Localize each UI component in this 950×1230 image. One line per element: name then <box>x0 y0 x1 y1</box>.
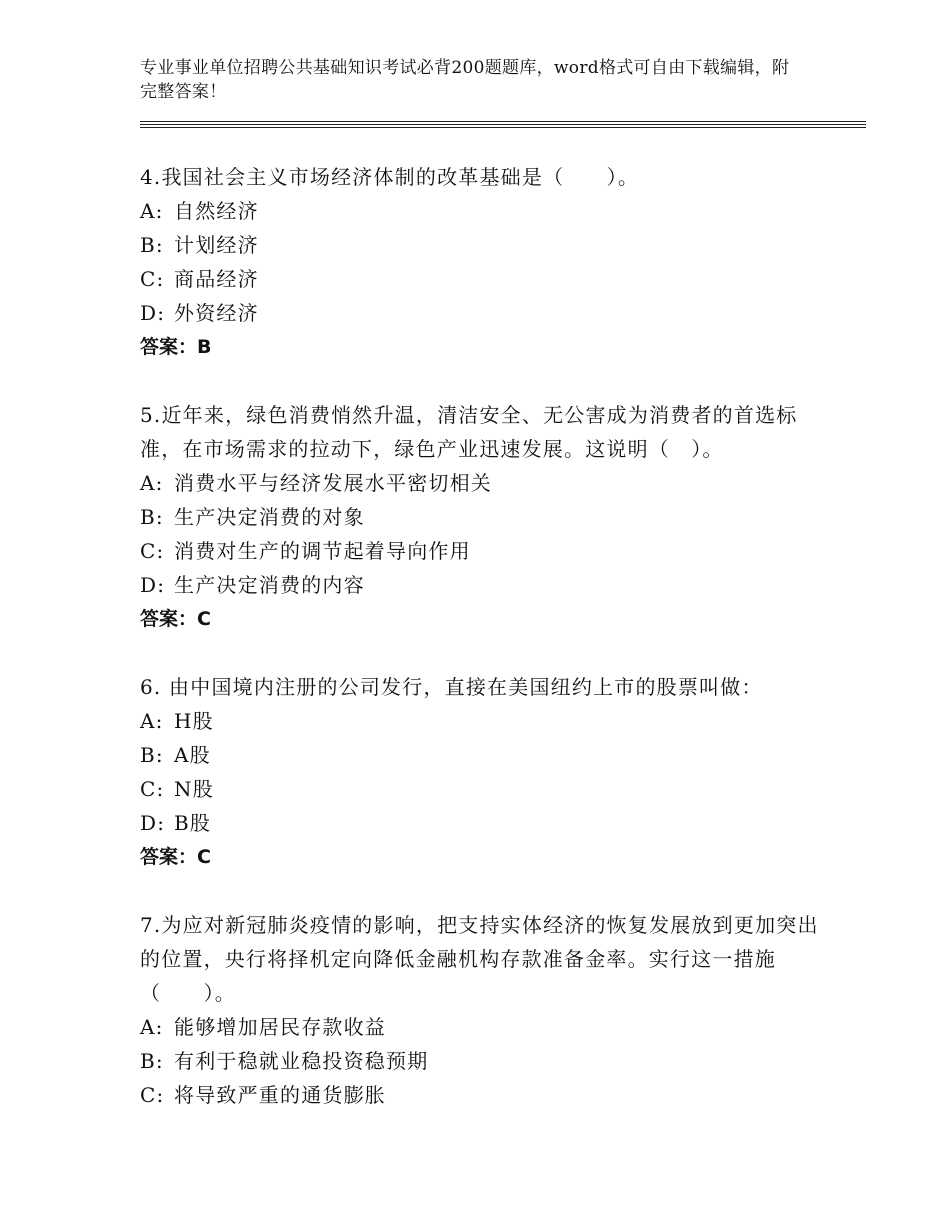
option-c <box>140 534 820 568</box>
option-key: A: <box>140 471 164 495</box>
option-key: B: <box>140 233 164 257</box>
option-key: A: <box>140 1015 164 1039</box>
option-key: D: <box>140 573 166 597</box>
option-text: A股 <box>174 743 211 767</box>
option-key: B: <box>140 1049 164 1073</box>
option-text: 将导致严重的通货膨胀 <box>174 1083 386 1107</box>
option-key: C: <box>140 1083 165 1107</box>
option-b <box>140 500 820 534</box>
question-stem: 4.我国社会主义市场经济体制的改革基础是（ ）。 <box>140 165 640 189</box>
question-4 <box>140 160 820 364</box>
option-d <box>140 806 820 840</box>
option-key: C: <box>140 267 165 291</box>
question-list <box>140 160 820 1146</box>
header-divider <box>140 121 866 122</box>
option-b <box>140 1044 820 1078</box>
option-text: 能够增加居民存款收益 <box>174 1015 386 1039</box>
document-header: 专业事业单位招聘公共基础知识考试必背200题题库，word格式可自由下载编辑，附完整答案！ <box>140 58 790 102</box>
option-text: B股 <box>174 811 212 835</box>
option-text: N股 <box>174 777 214 801</box>
option-text: 生产决定消费的内容 <box>174 573 365 597</box>
option-a <box>140 1010 820 1044</box>
question-5 <box>140 398 820 636</box>
option-a <box>140 466 820 500</box>
option-d <box>140 568 820 602</box>
question-stem: 5.近年来，绿色消费悄然升温，清洁安全、无公害成为消费者的首选标准，在市场需求的拉动下，绿色产业迅速发展。这说明（ ）。 <box>140 403 798 461</box>
option-text: 有利于稳就业稳投资稳预期 <box>174 1049 429 1073</box>
question-stem: 7.为应对新冠肺炎疫情的影响，把支持实体经济的恢复发展放到更加突出的位置，央行将择机定向降低金融机构存款准备金率。实行这一措施（ ）。 <box>140 913 819 1005</box>
option-text: 商品经济 <box>174 267 259 291</box>
option-text: 自然经济 <box>174 199 259 223</box>
question-6 <box>140 670 820 874</box>
option-c <box>140 772 820 806</box>
option-text: 消费水平与经济发展水平密切相关 <box>174 471 492 495</box>
question-stem: 6. 由中国境内注册的公司发行，直接在美国纽约上市的股票叫做： <box>140 675 763 699</box>
option-key: A: <box>140 709 164 733</box>
option-c <box>140 262 820 296</box>
option-text: H股 <box>174 709 214 733</box>
option-key: A: <box>140 199 164 223</box>
option-b <box>140 228 820 262</box>
answer-line: 答案：C <box>140 846 211 868</box>
header-divider <box>140 124 866 125</box>
option-key: D: <box>140 301 166 325</box>
option-text: 生产决定消费的对象 <box>174 505 365 529</box>
option-text: 消费对生产的调节起着导向作用 <box>174 539 471 563</box>
answer-line: 答案：C <box>140 608 211 630</box>
option-text: 计划经济 <box>174 233 259 257</box>
option-b <box>140 738 820 772</box>
question-7 <box>140 908 820 1112</box>
header-divider <box>140 127 866 128</box>
option-key: C: <box>140 539 165 563</box>
option-key: B: <box>140 743 164 767</box>
option-a <box>140 704 820 738</box>
option-a <box>140 194 820 228</box>
option-key: B: <box>140 505 164 529</box>
option-d <box>140 296 820 330</box>
option-key: C: <box>140 777 165 801</box>
option-text: 外资经济 <box>174 301 259 325</box>
option-c <box>140 1078 820 1112</box>
answer-line: 答案：B <box>140 336 212 358</box>
option-key: D: <box>140 811 166 835</box>
